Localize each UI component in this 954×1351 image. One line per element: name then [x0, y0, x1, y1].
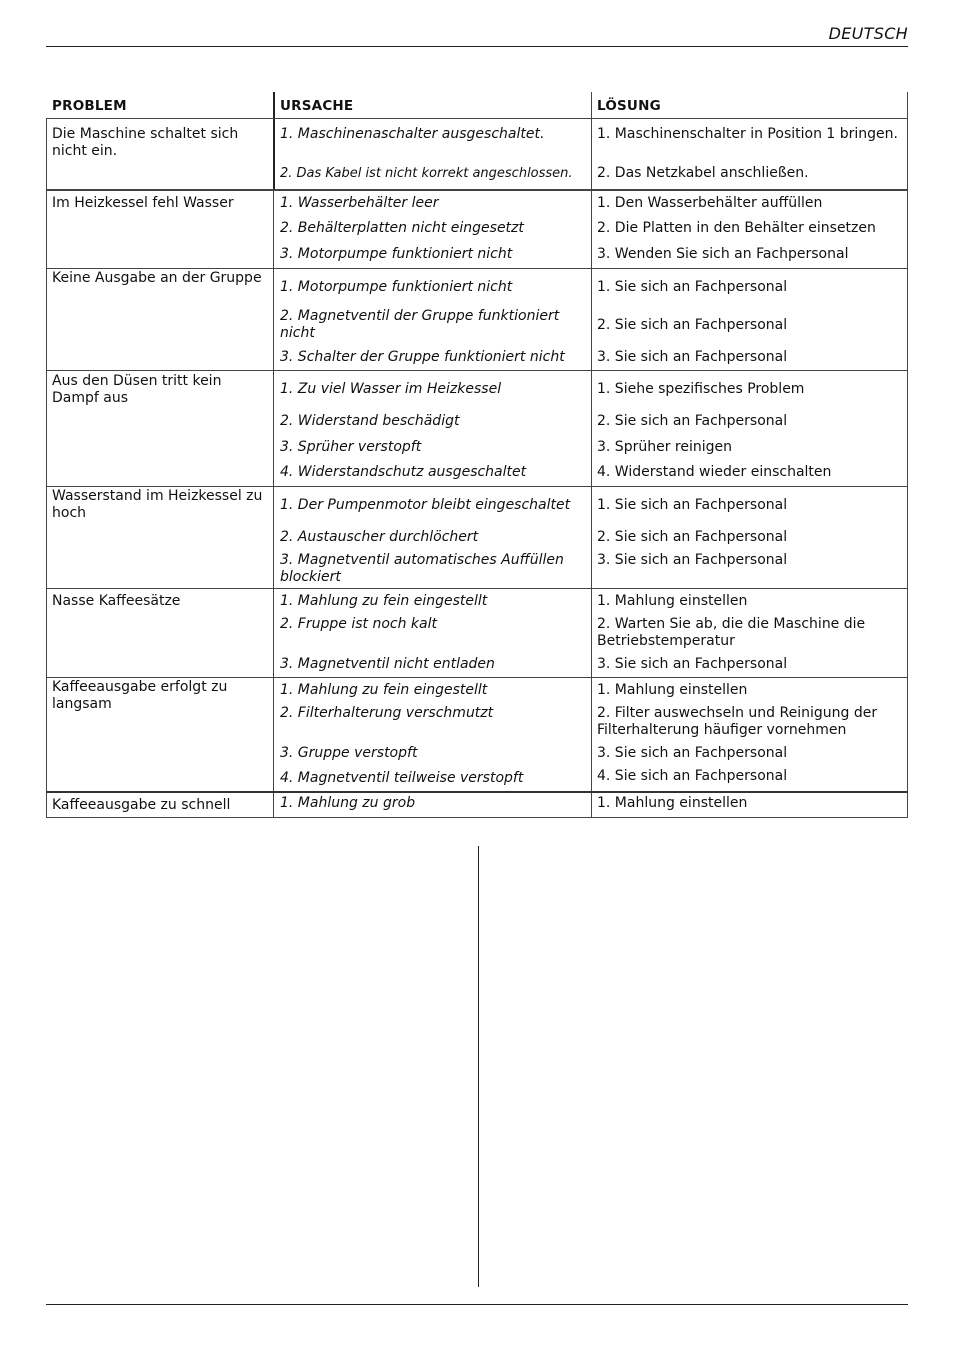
solution-item: 3. Wenden Sie sich an Fachpersonal: [597, 246, 849, 262]
solution-item: 3. Sie sich an Fachpersonal: [597, 349, 788, 365]
solution-item: 1. Mahlung einstellen: [597, 682, 748, 698]
table-row: [46, 487, 908, 589]
cause-item: 2. Austauscher durchlöchert: [280, 529, 479, 545]
table-row: [46, 371, 908, 487]
solution-item: 4. Widerstand wieder einschalten: [597, 464, 832, 480]
cause-item: 1. Motorpumpe funktioniert nicht: [280, 279, 513, 295]
problem-cell: Keine Ausgabe an der Gruppe: [52, 270, 262, 286]
table-row: [46, 269, 908, 371]
solution-item: 1. Sie sich an Fachpersonal: [597, 497, 788, 513]
solution-item: 3. Sie sich an Fachpersonal: [597, 552, 788, 568]
cause-item: 2. Das Kabel ist nicht korrekt angeschlossen.: [280, 166, 573, 181]
solution-item: 1. Den Wasserbehälter auffüllen: [597, 195, 823, 211]
cause-item: 1. Wasserbehälter leer: [280, 195, 439, 211]
solution-item: 2. Filter auswechseln und Reinigung der Filterhalterung häufiger vornehmen: [597, 705, 878, 738]
table-row: [46, 678, 908, 793]
solution-item: 2. Sie sich an Fachpersonal: [597, 413, 788, 429]
cause-item: 2. Behälterplatten nicht eingesetzt: [280, 220, 524, 236]
header-rule: [46, 46, 908, 47]
problem-cell: Wasserstand im Heizkessel zu hoch: [52, 488, 263, 521]
table-row: [46, 793, 908, 818]
problem-cell: Die Maschine schaltet sich nicht ein.: [52, 126, 239, 159]
problem-cell: Im Heizkessel fehl Wasser: [52, 195, 234, 211]
solution-item: 2. Warten Sie ab, die die Maschine die Betriebstemperatur: [597, 616, 866, 649]
header-problem: PROBLEM: [52, 98, 127, 114]
cause-item: 3. Schalter der Gruppe funktioniert nicht: [280, 349, 565, 365]
troubleshooting-table: [46, 92, 908, 818]
cause-item: 3. Magnetventil automatisches Auffüllen blockiert: [280, 552, 564, 585]
cause-item: 4. Magnetventil teilweise verstopft: [280, 770, 524, 786]
header-divider: [591, 92, 592, 118]
solution-item: 2. Die Platten in den Behälter einsetzen: [597, 220, 876, 236]
cause-item: 2. Fruppe ist noch kalt: [280, 616, 437, 632]
cause-item: 1. Mahlung zu grob: [280, 795, 416, 811]
table-header-row: [46, 92, 908, 119]
cause-item: 1. Maschinenaschalter ausgeschaltet.: [280, 126, 545, 142]
cause-item: 1. Zu viel Wasser im Heizkessel: [280, 381, 502, 397]
cause-item: 1. Mahlung zu fein eingestellt: [280, 593, 488, 609]
solution-item: 1. Sie sich an Fachpersonal: [597, 279, 788, 295]
header-cause: URSACHE: [280, 98, 354, 114]
solution-item: 1. Maschinenschalter in Position 1 bringen.: [597, 126, 898, 142]
cause-item: 1. Mahlung zu fein eingestellt: [280, 682, 488, 698]
solution-item: 1. Siehe spezifisches Problem: [597, 381, 805, 397]
table-row: [46, 589, 908, 678]
solution-item: 1. Mahlung einstellen: [597, 795, 748, 811]
table-row: [46, 119, 908, 190]
solution-item: 4. Sie sich an Fachpersonal: [597, 768, 788, 784]
cause-item: 3. Gruppe verstopft: [280, 745, 418, 761]
problem-cell: Kaffeeausgabe zu schnell: [52, 797, 231, 813]
solution-item: 1. Mahlung einstellen: [597, 593, 748, 609]
cause-item: 4. Widerstandschutz ausgeschaltet: [280, 464, 527, 480]
cause-item: 2. Magnetventil der Gruppe funktioniert nicht: [280, 308, 560, 341]
solution-item: 2. Sie sich an Fachpersonal: [597, 317, 788, 333]
footer-rule: [46, 1304, 908, 1305]
table-row: [46, 190, 908, 269]
column-divider: [478, 846, 479, 1287]
page-language-header: DEUTSCH: [828, 24, 908, 43]
header-divider: [273, 92, 275, 118]
solution-item: 3. Sie sich an Fachpersonal: [597, 745, 788, 761]
cause-item: 2. Filterhalterung verschmutzt: [280, 705, 494, 721]
cause-item: 3. Magnetventil nicht entladen: [280, 656, 495, 672]
solution-item: 2. Das Netzkabel anschließen.: [597, 165, 809, 181]
header-solution: LÖSUNG: [597, 98, 661, 114]
cause-item: 3. Motorpumpe funktioniert nicht: [280, 246, 513, 262]
problem-cell: Kaffeeausgabe erfolgt zu langsam: [52, 679, 228, 712]
problem-cell: Aus den Düsen tritt kein Dampf aus: [52, 373, 222, 406]
cause-item: 3. Sprüher verstopft: [280, 439, 422, 455]
cause-item: 1. Der Pumpenmotor bleibt eingeschaltet: [280, 497, 571, 513]
solution-item: 3. Sprüher reinigen: [597, 439, 732, 455]
cause-item: 2. Widerstand beschädigt: [280, 413, 460, 429]
solution-item: 3. Sie sich an Fachpersonal: [597, 656, 788, 672]
solution-item: 2. Sie sich an Fachpersonal: [597, 529, 788, 545]
table-frame: [907, 92, 908, 118]
problem-cell: Nasse Kaffeesätze: [52, 593, 181, 609]
